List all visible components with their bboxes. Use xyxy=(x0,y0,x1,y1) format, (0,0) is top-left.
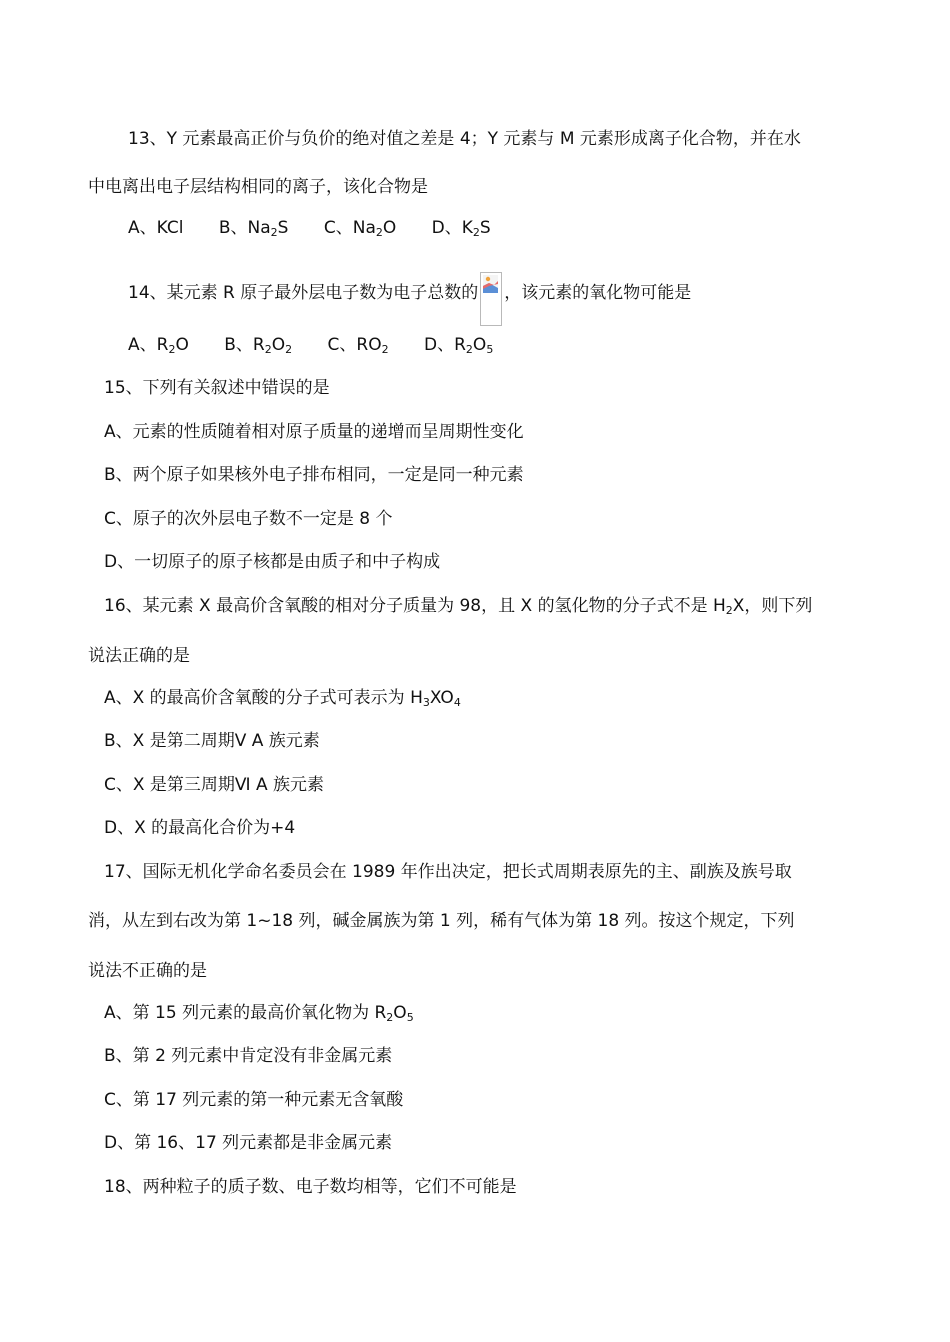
q17-option-c: C、第 17 列元素的第一种元素无含氧酸 xyxy=(104,1090,404,1110)
q13-option-b: B、$Na_2S$ xyxy=(218,218,289,239)
q16-option-b: B、X 是第二周期Ⅴ A 族元素 xyxy=(104,731,320,751)
q16-option-d: D、X 的最高化合价为+4 xyxy=(104,818,296,838)
broken-image-icon xyxy=(480,272,502,326)
q13-line1: 13、Y 元素最高正价与负价的绝对值之差是 4；Y 元素与 M 元素形成离子化合物，并在水 xyxy=(128,129,801,149)
q14-stem: 14、某元素 R 原子最外层电子数为电子总数的 ，该元素的氧化物可能是 xyxy=(128,272,691,326)
q13-line2: 中电离出电子层结构相同的离子，该化合物是 xyxy=(88,177,428,197)
q15-option-b: B、两个原子如果核外电子排布相同，一定是同一种元素 xyxy=(104,465,524,485)
q17-line3: 说法不正确的是 xyxy=(88,961,207,981)
q15-option-c: C、原子的次外层电子数不一定是 8 个 xyxy=(104,509,393,529)
q15-stem: 15、下列有关叙述中错误的是 xyxy=(104,378,330,398)
q17-line1: 17、国际无机化学命名委员会在 1989 年作出决定，把长式周期表原先的主、副族及族号取 xyxy=(104,862,792,882)
q17-option-a: A、第 15 列元素的最高价氧化物为 $R_2O_5$ xyxy=(104,1003,414,1024)
q13-option-d: D、$K_2S$ xyxy=(431,218,491,239)
q14-option-a: A、$R_2O$ xyxy=(128,335,189,356)
q17-line2: 消，从左到右改为第 1~18 列，碱金属族为第 1 列，稀有气体为第 18 列。按这个规定，下列 xyxy=(88,911,795,931)
q13-option-a: A、KCl xyxy=(128,218,184,238)
q13-options xyxy=(128,217,521,239)
q15-option-d: D、一切原子的原子核都是由质子和中子构成 xyxy=(104,552,441,572)
q16-line2: 说法正确的是 xyxy=(88,646,190,666)
q15-option-a: A、元素的性质随着相对原子质量的递增而呈周期性变化 xyxy=(104,422,524,442)
q14-options xyxy=(128,334,523,356)
q13-option-c: C、$Na_2O$ xyxy=(323,218,397,239)
q17-option-b: B、第 2 列元素中肯定没有非金属元素 xyxy=(104,1046,393,1066)
q14-option-b: B、$R_2O_2$ xyxy=(224,335,293,356)
q16-line1: 16、某元素 X 最高价含氧酸的相对分子质量为 98，且 X 的氢化物的分子式不是 $H_2X$，则下列 xyxy=(104,596,813,617)
q17-option-d: D、第 16、17 列元素都是非金属元素 xyxy=(104,1133,393,1153)
q14-option-d: D、$R_2O_5$ xyxy=(424,335,494,356)
q14-option-c: C、$RO_2$ xyxy=(327,335,389,356)
q16-option-a: A、X 的最高价含氧酸的分子式可表示为 $H_3XO_4$ xyxy=(104,688,461,709)
q16-option-c: C、X 是第三周期Ⅵ A 族元素 xyxy=(104,775,325,795)
q18-stem: 18、两种粒子的质子数、电子数均相等，它们不可能是 xyxy=(104,1177,517,1197)
